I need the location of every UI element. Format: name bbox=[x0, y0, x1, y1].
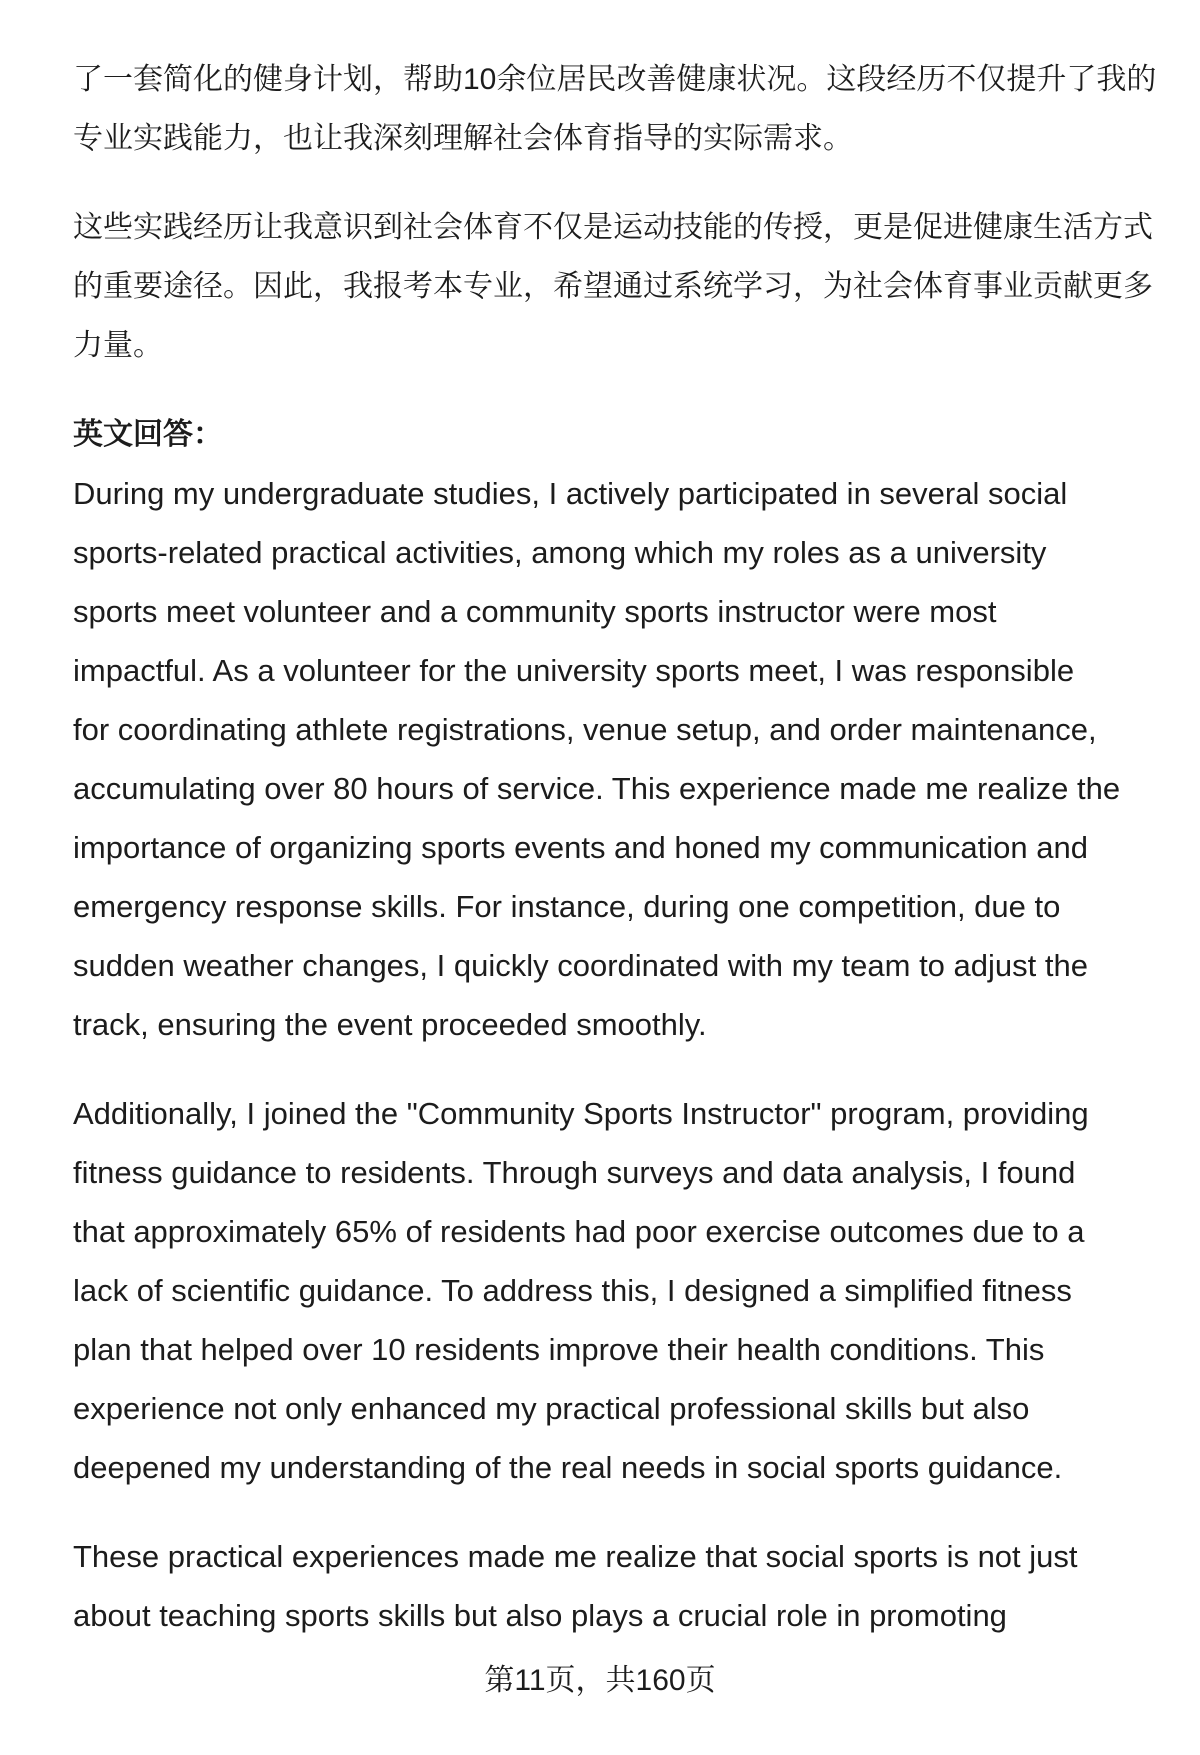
english-paragraph bbox=[73, 1084, 1160, 1497]
text-line: These practical experiences made me realize that social sports is not just bbox=[73, 1539, 1078, 1574]
text-line: 了一套简化的健身计划，帮助10余位居民改善健康状况。这段经历不仅提升了我的 bbox=[73, 63, 1157, 96]
text-line: fitness guidance to residents. Through surveys and data analysis, I found bbox=[73, 1155, 1076, 1190]
text-line: emergency response skills. For instance, during one competition, due to bbox=[73, 889, 1061, 924]
text-line: During my undergraduate studies, I actively participated in several social bbox=[73, 476, 1068, 511]
text-line: deepened my understanding of the real needs in social sports guidance. bbox=[73, 1450, 1063, 1485]
text-line: experience not only enhanced my practical professional skills but also bbox=[73, 1391, 1030, 1426]
text-line: about teaching sports skills but also plays a crucial role in promoting bbox=[73, 1598, 1007, 1633]
text-line: track, ensuring the event proceeded smoothly. bbox=[73, 1007, 707, 1042]
text-line: that approximately 65% of residents had poor exercise outcomes due to a bbox=[73, 1214, 1085, 1249]
english-paragraph bbox=[73, 464, 1160, 1054]
text-line: sudden weather changes, I quickly coordinated with my team to adjust the bbox=[73, 948, 1088, 983]
text-line: Additionally, I joined the "Community Sports Instructor" program, providing bbox=[73, 1096, 1089, 1131]
text-line: 专业实践能力，也让我深刻理解社会体育指导的实际需求。 bbox=[73, 122, 853, 155]
text-line: 的重要途径。因此，我报考本专业，希望通过系统学习，为社会体育事业贡献更多 bbox=[73, 270, 1153, 303]
text-line: lack of scientific guidance. To address this, I designed a simplified fitness bbox=[73, 1273, 1072, 1308]
text-line: sports-related practical activities, among which my roles as a university bbox=[73, 535, 1047, 570]
text-line: importance of organizing sports events and honed my communication and bbox=[73, 830, 1088, 865]
text-line: for coordinating athlete registrations, venue setup, and order maintenance, bbox=[73, 712, 1097, 747]
text-line: 这些实践经历让我意识到社会体育不仅是运动技能的传授，更是促进健康生活方式 bbox=[73, 211, 1153, 244]
text-line: accumulating over 80 hours of service. This experience made me realize the bbox=[73, 771, 1121, 806]
page-number-footer: 第11页，共160页 bbox=[484, 1664, 716, 1697]
text-line: plan that helped over 10 residents improve their health conditions. This bbox=[73, 1332, 1045, 1367]
text-line: impactful. As a volunteer for the university sports meet, I was responsible bbox=[73, 653, 1075, 688]
chinese-paragraph bbox=[73, 198, 1160, 375]
text-line: 力量。 bbox=[73, 329, 163, 362]
english-answer-heading: 英文回答： bbox=[73, 418, 223, 451]
chinese-paragraph bbox=[73, 50, 1160, 168]
text-line: sports meet volunteer and a community sports instructor were most bbox=[73, 594, 997, 629]
english-paragraph bbox=[73, 1527, 1160, 1645]
